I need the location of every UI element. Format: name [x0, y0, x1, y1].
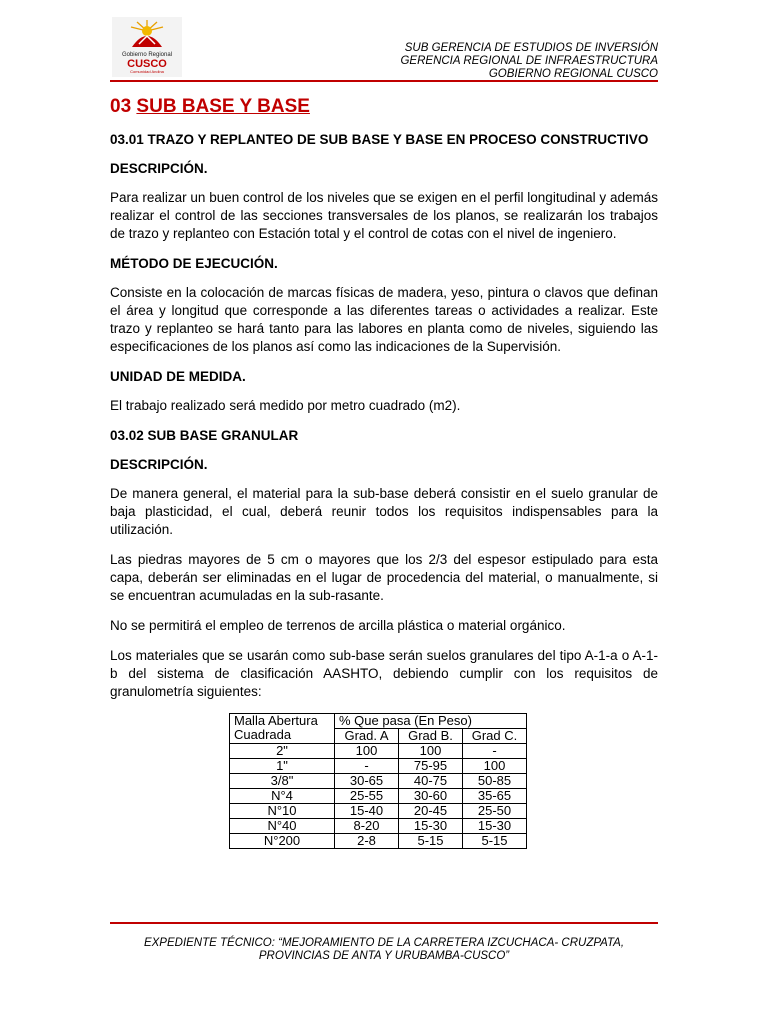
table-cell: 75-95: [399, 759, 463, 774]
table-header-row: [230, 714, 527, 729]
section-number: 03: [110, 96, 132, 117]
paragraph-clay: No se permitirá el empleo de terrenos de arcilla plástica o material orgánico.: [110, 618, 566, 633]
method-paragraph: Consiste en la colocación de marcas físicas de madera, yeso, pintura o clavos que definan el área y longitud que corresponde a las diferentes tareas o actividades a realizar. Este trazo y replanteo se hará tanto para las labores en planta como de niveles, siguiendo las especificaciones de los planos así como las indicaciones de la Supervisión.: [110, 285, 658, 354]
table-row: [230, 819, 527, 834]
section-title: [110, 96, 658, 118]
header-line-2: GERENCIA REGIONAL DE INFRAESTRUCTURA: [400, 55, 658, 67]
logo-emblem-icon: [112, 17, 182, 77]
section-title-text: SUB BASE Y BASE: [136, 96, 310, 117]
table-cell: 100: [335, 744, 399, 759]
description-paragraph: Para realizar un buen control de los niveles que se exigen en el perfil longitudinal y además realizar el control de las secciones transversales de los planos, se realizarán los trabajos de trazo y replanteo con Estación total y el control de cotas con el nivel de ingeniero.: [110, 190, 658, 241]
unit-heading: UNIDAD DE MEDIDA.: [110, 369, 246, 384]
subsection-heading-0301: 03.01 TRAZO Y REPLANTEO DE SUB BASE Y BASE EN PROCESO CONSTRUCTIVO: [110, 132, 649, 147]
table-row: [230, 759, 527, 774]
table-cell: 30-65: [335, 774, 399, 789]
table-cell: 2-8: [335, 834, 399, 849]
header-rule: [110, 80, 658, 82]
table-cell: 35-65: [463, 789, 527, 804]
table-cell: N°200: [230, 834, 335, 849]
table-row: [230, 789, 527, 804]
table-cell: 20-45: [399, 804, 463, 819]
table-cell: 40-75: [399, 774, 463, 789]
table-cell: 3/8": [230, 774, 335, 789]
col1-header-line-1: Malla Abertura: [234, 713, 318, 728]
document-body: [110, 96, 658, 849]
footer-line-1: EXPEDIENTE TÉCNICO: “MEJORAMIENTO DE LA CARRETERA IZCUCHACA- CRUZPATA,: [143, 937, 625, 949]
table-cell: 15-40: [335, 804, 399, 819]
page-header: [400, 42, 658, 81]
table-cell: 2": [230, 744, 335, 759]
table-subheader-b: Grad B.: [399, 729, 463, 744]
footer-rule: [110, 922, 658, 924]
table-row: [230, 804, 527, 819]
table-cell: 5-15: [399, 834, 463, 849]
gobierno-regional-cusco-logo: [112, 17, 182, 77]
description-heading: DESCRIPCIÓN.: [110, 161, 208, 176]
table-group-header: % Que pasa (En Peso): [335, 714, 527, 729]
logo-text-tagline: Comunidad Andina: [130, 69, 164, 74]
table-cell: N°40: [230, 819, 335, 834]
table-subheader-a: Grad. A: [335, 729, 399, 744]
table-cell: N°10: [230, 804, 335, 819]
subsection-heading-0302: 03.02 SUB BASE GRANULAR: [110, 428, 299, 443]
table-cell: 50-85: [463, 774, 527, 789]
table-cell: 25-55: [335, 789, 399, 804]
header-line-3: GOBIERNO REGIONAL CUSCO: [488, 68, 658, 80]
paragraph-material: De manera general, el material para la sub-base deberá consistir en el suelo granular de baja plasticidad, el cual, deberá reunir todos los requisitos indispensables para la utilización.: [110, 486, 658, 537]
table-cell: -: [335, 759, 399, 774]
table-row: [230, 834, 527, 849]
header-line-1: SUB GERENCIA DE ESTUDIOS DE INVERSIÓN: [404, 42, 658, 54]
table-cell: 1": [230, 759, 335, 774]
table-cell: -: [463, 744, 527, 759]
granulometry-table: [229, 713, 527, 849]
table-cell: 100: [463, 759, 527, 774]
table-cell: 15-30: [463, 819, 527, 834]
page-footer: [110, 937, 658, 963]
table-col1-header: [230, 714, 335, 744]
table-cell: 8-20: [335, 819, 399, 834]
table-row: [230, 774, 527, 789]
unit-paragraph: El trabajo realizado será medido por metro cuadrado (m2).: [110, 398, 461, 413]
logo-text-regional: Gobierno Regional: [121, 52, 173, 58]
paragraph-aashto: Los materiales que se usarán como sub-base serán suelos granulares del tipo A-1-a o A-1-b del sistema de clasificación AASHTO, debiendo cumplir con los requisitos de granulometría siguientes:: [110, 648, 658, 699]
col1-header-line-2: Cuadrada: [234, 727, 292, 742]
table-subheader-c: Grad C.: [463, 729, 527, 744]
table-cell: N°4: [230, 789, 335, 804]
table-cell: 100: [399, 744, 463, 759]
footer-line-2: PROVINCIAS DE ANTA Y URUBAMBA-CUSCO”: [258, 950, 510, 962]
table-cell: 30-60: [399, 789, 463, 804]
table-cell: 5-15: [463, 834, 527, 849]
table-cell: 25-50: [463, 804, 527, 819]
description-heading-0302: DESCRIPCIÓN.: [110, 457, 208, 472]
table-cell: 15-30: [399, 819, 463, 834]
paragraph-stones: Las piedras mayores de 5 cm o mayores que los 2/3 del espesor estipulado para esta capa, deberán ser eliminadas en el lugar de procedencia del material, o manualmente, si se encuentran acumuladas en la sub-rasante.: [110, 552, 658, 603]
logo-text-cusco: CUSCO: [127, 58, 167, 70]
table-row: [230, 744, 527, 759]
method-heading: MÉTODO DE EJECUCIÓN.: [110, 256, 278, 271]
